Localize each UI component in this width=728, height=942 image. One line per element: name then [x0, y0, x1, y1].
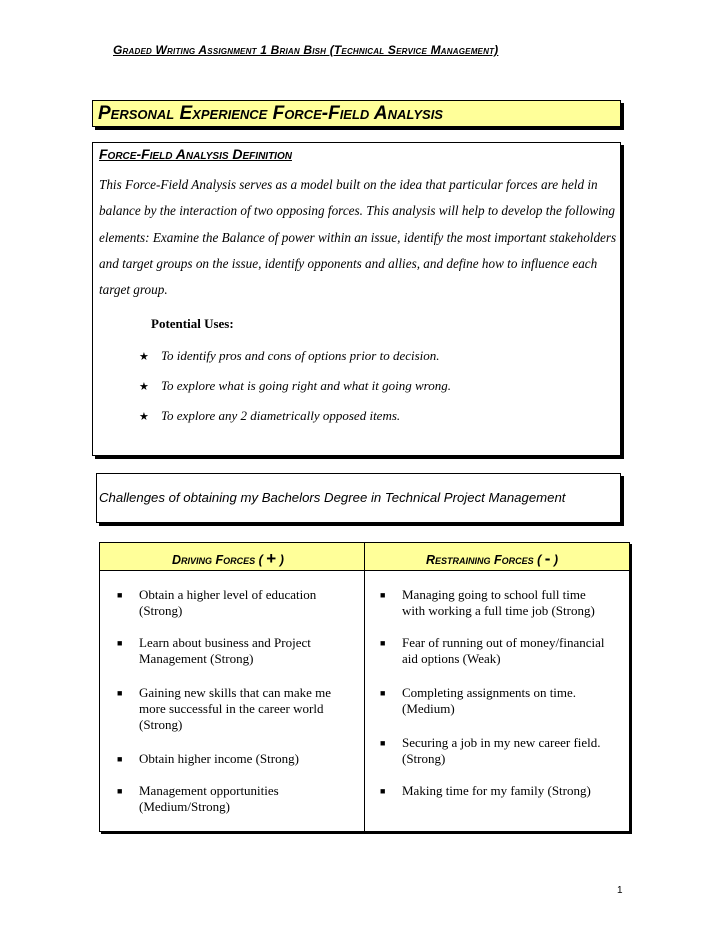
list-item: ■ Gaining new skills that can make me more successful in the career world (Strong)	[117, 685, 332, 732]
list-item: ■ Completing assignments on time. (Medium)	[380, 685, 577, 716]
document-header: Graded Writing Assignment 1 Brian Bish (Technical Service Management)	[113, 43, 499, 57]
star-bullet-icon: ★	[139, 351, 149, 363]
star-bullet-icon: ★	[139, 411, 149, 423]
challenge-box	[96, 473, 621, 523]
list-item: ■ Learn about business and Project Management (Strong)	[117, 635, 311, 666]
square-bullet-icon: ■	[117, 638, 123, 648]
definition-text: This Force-Field Analysis serves as a model built on the idea that particular forces are held in balance by the interaction of two opposing forces. This analysis will help to develop the following elements: Examine the Balance of power within an issue, identify the most important stakeholders and target groups on the issue, identify opponents and allies, and define how to influence each target group.	[99, 177, 617, 298]
potential-uses-label: Potential Uses:	[151, 316, 234, 331]
page-title: Personal Experience Force-Field Analysis	[98, 103, 443, 124]
list-item: ■ Making time for my family (Strong)	[380, 783, 591, 798]
title-box	[92, 100, 621, 127]
page-number: 1	[617, 885, 623, 896]
list-item: ■ Fear of running out of money/financial aid options (Weak)	[380, 635, 605, 666]
list-item	[139, 348, 451, 378]
list-item: ■ Obtain a higher level of education (Strong)	[117, 587, 317, 618]
column-divider	[364, 543, 365, 831]
list-item	[139, 378, 451, 408]
square-bullet-icon: ■	[380, 590, 386, 600]
restraining-forces-header: Restraining Forces ( - )	[426, 549, 559, 568]
definition-heading: Force-Field Analysis Definition	[99, 146, 292, 162]
force-field-table	[99, 542, 630, 832]
list-item: ■ Managing going to school full time with working a full time job (Strong)	[380, 587, 595, 618]
star-bullet-icon: ★	[139, 381, 149, 393]
square-bullet-icon: ■	[117, 688, 123, 698]
square-bullet-icon: ■	[380, 688, 386, 698]
square-bullet-icon: ■	[380, 738, 386, 748]
list-item	[139, 408, 451, 438]
square-bullet-icon: ■	[380, 638, 386, 648]
use-text: To explore what is going right and what it going wrong.	[161, 378, 451, 393]
square-bullet-icon: ■	[117, 786, 123, 796]
use-text: To explore any 2 diametrically opposed items.	[161, 408, 401, 423]
square-bullet-icon: ■	[380, 786, 386, 796]
definition-box	[92, 142, 621, 456]
list-item: ■ Management opportunities (Medium/Strong)	[117, 783, 279, 814]
list-item: ■ Securing a job in my new career field. (Strong)	[380, 735, 601, 766]
challenge-text: Challenges of obtaining my Bachelors Degree in Technical Project Management	[99, 490, 566, 505]
potential-uses-list	[139, 348, 451, 438]
driving-forces-header: Driving Forces ( + )	[172, 549, 284, 568]
square-bullet-icon: ■	[117, 590, 123, 600]
square-bullet-icon: ■	[117, 754, 123, 764]
list-item: ■ Obtain higher income (Strong)	[117, 751, 299, 766]
use-text: To identify pros and cons of options prior to decision.	[161, 348, 440, 363]
